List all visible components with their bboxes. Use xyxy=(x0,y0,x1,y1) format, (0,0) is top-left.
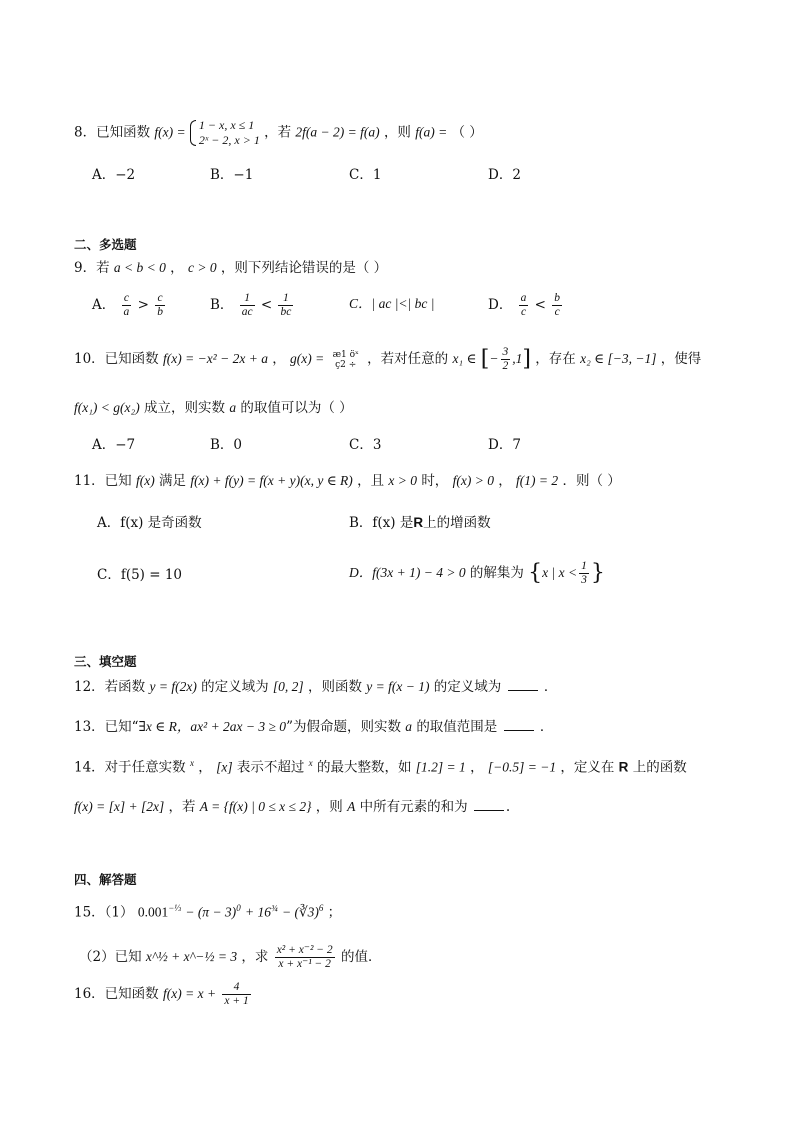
q14-ex1: [1.2] = 1 xyxy=(415,759,466,775)
q11-option-d xyxy=(349,560,605,587)
frac-num: c xyxy=(122,292,132,306)
q13-var: a xyxy=(405,719,413,734)
q11-sep: ， xyxy=(498,473,512,489)
frac-den: ç2 ÷ xyxy=(335,359,357,370)
q14-ex2: [−0.5] = −1 xyxy=(487,759,557,775)
q14-bx: [x] xyxy=(216,759,233,775)
q14-sep2: ， xyxy=(470,759,484,776)
q10-text-a: 10．已知函数 xyxy=(74,351,159,367)
q13-text-a: 13．已知“ xyxy=(74,719,139,735)
q14-end: . xyxy=(505,799,511,815)
q12-end: ． xyxy=(543,679,558,695)
q9-option-d xyxy=(488,292,564,319)
q9-sep: ， xyxy=(170,260,184,276)
q12-text-a: 12．若函数 xyxy=(74,679,146,695)
q14-text-b: 表示不超过 xyxy=(236,759,305,776)
q10-fx: f(x) = −x² − 2x + a xyxy=(162,351,268,366)
frac-den: x + 1 xyxy=(224,995,249,1007)
q15-part2 xyxy=(79,944,381,971)
frac-num: 3 xyxy=(502,346,509,358)
q15-base1: 0.001 xyxy=(137,904,169,920)
q16-fx: f(x) = x + xyxy=(162,986,217,1001)
q12-dom: [0, 2] xyxy=(272,679,304,694)
q9-option-b xyxy=(210,292,295,319)
q9-b-rel: < xyxy=(260,297,273,313)
q15-t3: + 16 xyxy=(244,904,271,920)
q15-t2: − (π − 3) xyxy=(185,904,237,920)
q15-label2: （2）已知 xyxy=(79,949,142,965)
q11-text-d: 时， xyxy=(421,473,449,489)
q10-g-garbled xyxy=(331,350,361,370)
q11-option-c: C．f(5) = 10 xyxy=(97,567,183,583)
frac-den: 2 xyxy=(502,360,509,372)
q11-d-frac xyxy=(579,560,589,587)
q15-exp3: ¾ xyxy=(270,903,278,913)
q15-exp4: 6 xyxy=(318,903,324,913)
frac-num: a xyxy=(520,292,527,304)
q12-f2: y = f(x − 1) xyxy=(366,679,430,694)
q10-text-c: ，存在 xyxy=(535,351,576,367)
q14-sep: ， xyxy=(198,759,212,776)
q11-fx: f(x) xyxy=(135,473,155,488)
q11-d-brace-close: } xyxy=(590,560,605,586)
q9-d-rel: < xyxy=(534,297,546,313)
q10-interval-rest: ,1 xyxy=(512,351,523,366)
q14-fx: f(x) = [x] + [2x] xyxy=(74,799,165,814)
q8-piecewise xyxy=(190,118,260,148)
q8-text-b: ，若 xyxy=(264,124,292,141)
q10-stem: 10．已知函数 f(x) = −x² − 2x + a ， g(x) = ӕ1 öˣ ç2 ÷ ，若对任意的 x₁ ∈ [− $\frac{3}{2}$ ,1] ，存在 x₂ ∈ [−3, −1] ，使得 xyxy=(74,346,702,372)
q14-text-g: ，则 xyxy=(315,799,343,815)
q10-option-b: B．0 xyxy=(210,437,243,453)
frac-den: c xyxy=(520,306,527,318)
q8-text-a: 8．已知函数 xyxy=(74,124,151,141)
q11-b-text-b: 上的增函数 xyxy=(423,515,491,531)
q10-text-d: ，使得 xyxy=(660,351,702,367)
q11-pos: f(x) > 0 xyxy=(452,473,494,488)
q8-text-c: ，则 xyxy=(383,124,411,141)
q10-bracket-open: [ xyxy=(480,346,490,372)
q15-frac xyxy=(275,944,335,971)
q16-stem xyxy=(74,981,253,1008)
q10-text-f: 的取值可以为（ ） xyxy=(240,400,353,416)
q14-text-d: ，定义在 xyxy=(560,759,615,776)
q11-text-b: 满足 xyxy=(159,473,187,489)
q14-text-e: 上的函数 xyxy=(632,759,687,776)
q9-b-label: B． xyxy=(210,297,234,313)
q9-cond1: a < b < 0 xyxy=(113,260,166,275)
q8-case2: 2ˣ − 2, x > 1 xyxy=(198,133,260,147)
section-fill-blank: 三、填空题 xyxy=(74,654,137,669)
section-answer: 四、解答题 xyxy=(74,872,137,887)
q12-text-c: ，则函数 xyxy=(307,679,362,695)
q9-cond2: c > 0 xyxy=(187,260,217,275)
q10-option-c: C．3 xyxy=(349,437,382,453)
frac-num: 1 xyxy=(278,292,293,306)
q9-option-c: C．| ac |<| bc | xyxy=(349,296,435,311)
q10-text-e: 成立，则实数 xyxy=(144,400,226,416)
frac-den: bc xyxy=(280,306,292,318)
q14-text-h: 中所有元素的和为 xyxy=(359,799,468,815)
q11-d-ineq: D．f(3x + 1) − 4 > 0 xyxy=(349,565,466,580)
q14-stem xyxy=(74,753,687,778)
q14-answer-blank[interactable] xyxy=(474,798,504,811)
q8-option-a: A．−2 xyxy=(92,167,136,183)
q11-d-brace-open: { xyxy=(528,560,543,586)
q10-option-a: A．−7 xyxy=(92,437,136,453)
q13-text-c: 的取值范围是 xyxy=(416,719,498,735)
q11-text-e: ．则（ ） xyxy=(562,473,621,489)
q11-stem xyxy=(74,471,621,491)
q16-frac xyxy=(222,981,250,1008)
q14-text-c: 的最大整数，如 xyxy=(316,759,412,776)
section-multi-choice: 二、多选题 xyxy=(74,237,137,252)
q15-t4: − (∛3) xyxy=(282,904,319,920)
q11-text-a: 11．已知 xyxy=(74,473,132,489)
frac-num: ӕ1 öˣ xyxy=(332,349,359,360)
q9-d-frac-left xyxy=(519,292,529,319)
q16-text: 16．已知函数 xyxy=(74,986,159,1002)
q11-eq: f(x) + f(y) = f(x + y)(x, y ∈ R) xyxy=(190,473,353,488)
q11-option-a: A．f(x) 是奇函数 xyxy=(97,515,202,531)
q12-stem xyxy=(74,677,557,697)
q11-d-set: x | x < xyxy=(542,565,578,580)
q10-ineq: f(x₁) < g(x₂) xyxy=(74,400,140,415)
q10-sep: ， xyxy=(272,351,286,367)
q9-b-frac-left xyxy=(240,292,255,319)
q11-val: f(1) = 2 xyxy=(516,473,559,488)
q12-text-b: 的定义域为 xyxy=(201,679,269,695)
frac-den: x + x⁻¹ − 2 xyxy=(278,958,331,970)
q9-a-frac-left xyxy=(122,292,132,319)
q14-R: R xyxy=(618,759,629,775)
q14-stem-line2 xyxy=(74,797,510,817)
frac-num: 1 xyxy=(240,292,255,306)
q8-option-d: D．2 xyxy=(488,167,521,183)
q10-x1in: x₁ ∈ xyxy=(452,351,477,366)
q13-end: ． xyxy=(539,719,554,735)
q11-d-text: 的解集为 xyxy=(469,565,524,581)
frac-den: b xyxy=(157,306,163,318)
q13-answer-blank[interactable] xyxy=(504,718,534,731)
q13-stem xyxy=(74,717,553,737)
frac-num: x² + x⁻² − 2 xyxy=(276,944,333,956)
q14-x: x xyxy=(189,758,194,768)
q14-A: A xyxy=(347,799,356,814)
q15-end2: 的值． xyxy=(340,949,382,965)
q15-cond: x^½ + x^−½ = 3 xyxy=(145,949,238,964)
q8-option-c: C．1 xyxy=(349,167,382,183)
q10-x2in: x₂ ∈ [−3, −1] xyxy=(580,351,657,366)
q9-d-label: D． xyxy=(488,297,513,313)
q9-text-b: ，则下列结论错误的是（ ） xyxy=(220,260,388,276)
q10-gx: g(x) = xyxy=(290,351,325,366)
q11-option-b xyxy=(349,513,491,533)
q10-interval-frac xyxy=(501,346,511,373)
q8-stem xyxy=(74,118,483,148)
q13-text-b: ”为假命题，则实数 xyxy=(286,719,401,735)
q15-end1: ； xyxy=(327,904,342,921)
q10-stem-line2 xyxy=(74,398,353,418)
q14-x2: x xyxy=(308,758,313,768)
frac-den: a xyxy=(123,306,130,318)
q10-option-d: D．7 xyxy=(488,437,521,453)
q9-a-frac-right xyxy=(155,292,165,319)
q14-text-a: 14．对于任意实数 xyxy=(74,759,186,776)
q8-case1: 1 − x, x ≤ 1 xyxy=(198,118,255,132)
q10-bracket-close: ] xyxy=(522,346,531,372)
q9-option-a xyxy=(92,292,167,319)
q8-fx: f(x) = xyxy=(154,124,186,140)
q9-b-frac-right xyxy=(278,292,293,319)
q11-cond: x > 0 xyxy=(388,473,418,488)
frac-num: c xyxy=(155,292,165,306)
q11-text-c: ，且 xyxy=(357,473,385,489)
frac-num: 1 xyxy=(581,560,587,572)
q14-text-f: ，若 xyxy=(168,799,196,815)
frac-den: ac xyxy=(241,306,253,318)
frac-num: b xyxy=(554,292,561,304)
q15-exp1: −⅓ xyxy=(168,903,182,913)
q9-stem xyxy=(74,258,387,278)
q11-b-R: R xyxy=(413,515,424,530)
q9-a-rel: > xyxy=(137,297,149,313)
q12-answer-blank[interactable] xyxy=(508,678,538,691)
q13-prop: ∃x ∈ R，ax² + 2ax − 3 ≥ 0 xyxy=(138,719,287,734)
frac-num: 4 xyxy=(222,981,250,995)
q15-label1: 15．（1） xyxy=(74,904,134,921)
q8-option-b: B．−1 xyxy=(210,167,254,183)
q15-stem: ，求 xyxy=(241,949,269,965)
q8-paren: （ ） xyxy=(451,124,483,141)
q9-text-a: 9．若 xyxy=(74,260,110,276)
q14-set: A = {f(x) | 0 ≤ x ≤ 2} xyxy=(199,799,312,814)
q15-part1 xyxy=(74,898,341,923)
q9-a-label: A． xyxy=(92,297,116,313)
q8-cond: 2f(a − 2) = f(a) xyxy=(295,124,380,140)
q10-var: a xyxy=(229,400,237,415)
q11-b-text-a: B．f(x) 是 xyxy=(349,515,414,531)
q8-ask: f(a) = xyxy=(415,124,448,140)
q12-text-d: 的定义域为 xyxy=(433,679,502,695)
frac-den: c xyxy=(554,306,560,318)
frac-den: 3 xyxy=(581,574,587,586)
q10-text-b: ，若对任意的 xyxy=(367,351,449,367)
q12-f1: y = f(2x) xyxy=(149,679,197,694)
q15-exp2: 0 xyxy=(236,903,241,913)
q9-d-frac-right xyxy=(552,292,562,319)
